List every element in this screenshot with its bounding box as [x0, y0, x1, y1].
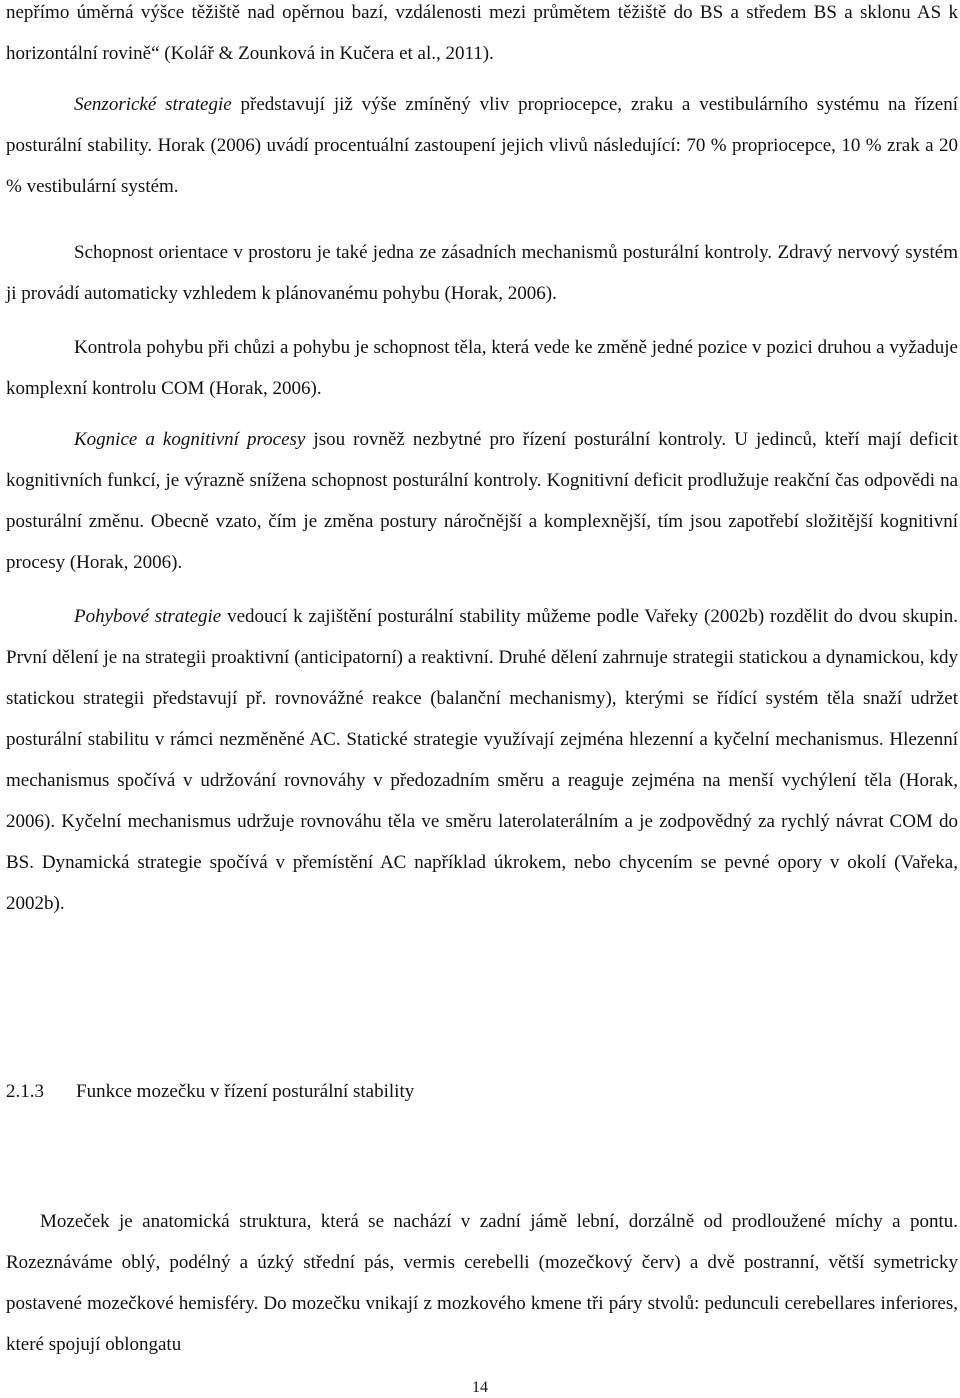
section-number: 2.1.3 — [6, 1081, 44, 1102]
paragraph-spatial-orientation — [6, 232, 958, 314]
paragraph-intro-continuation — [6, 0, 958, 74]
page-number: 14 — [472, 1379, 488, 1396]
paragraph-text: nepřímo úměrná výšce těžiště nad opěrnou bazí, vzdálenosti mezi průmětem těžiště do BS a středem BS a sklonu AS k horizontální rovině“ (Kolář & Zounková in Kučera et al., 2011). — [6, 2, 958, 64]
paragraph-text: Schopnost orientace v prostoru je také jedna ze zásadních mechanismů posturální kontroly. Zdravý nervový systém ji provádí automaticky vzhledem k plánovanému pohybu (Horak, 2006). — [6, 242, 958, 304]
paragraph-text: představují již výše zmíněný vliv propriocepce, zraku a vestibulárního systému na řízení posturální stability. Horak (2006) uvádí procentuální zastoupení jejich vlivů následující: 70 % propriocepce, 10 % zrak a 20 % vestibulární systém. — [6, 94, 959, 197]
italic-term: Kognice a kognitivní procesy — [74, 429, 306, 450]
paragraph-sensory-strategies — [6, 84, 958, 207]
section-title: Funkce mozečku v řízení posturální stability — [76, 1081, 415, 1102]
paragraph-cerebellum — [6, 1201, 958, 1365]
paragraph-text: Mozeček je anatomická struktura, která se nachází v zadní jámě lební, dorzálně od prodloužené míchy a pontu. Rozeznáváme oblý, podélný a úzký střední pás, vermis cerebelli (mozečkový červ) a dvě postranní, větší symetricky postavené mozečkové hemisféry. Do mozečku vnikají z mozkového kmene tři páry stvolů: pedunculi cerebellares inferiores, které spojují oblongatu — [6, 1211, 958, 1355]
paragraph-text: jsou rovněž nezbytné pro řízení posturální kontroly. U jedinců, kteří mají deficit kognitivních funkcí, je výrazně snížena schopnost posturální kontroly. Kognitivní deficit prodlužuje reakční čas odpovědi na posturální změnu. Obecně vzato, čím je změna postury náročnější a komplexnější, tím jsou zapotřebí složitější kognitivní procesy (Horak, 2006). — [6, 429, 958, 573]
italic-term: Senzorické strategie — [74, 94, 232, 115]
paragraph-movement-strategies — [6, 596, 958, 924]
paragraph-text: Kontrola pohybu při chůzi a pohybu je schopnost těla, která vede ke změně jedné pozice v pozici druhou a vyžaduje komplexní kontrolu COM (Horak, 2006). — [6, 337, 958, 399]
paragraph-text: vedoucí k zajištění posturální stability můžeme podle Vařeky (2002b) rozdělit do dvou skupin. První dělení je na strategii proaktivní (anticipatorní) a reaktivní. Druhé dělení zahrnuje strategii statickou a dynamickou, kdy statickou strategii představují př. rovnovážné reakce (balanční mechanismy), kterými se řídící systém těla snaží udržet posturální stabilitu v rámci nezměněné AC. Statické strategie využívají zejména hlezenní a kyčelní mechanismus. Hlezenní mechanismus spočívá v udržování rovnováhy v předozadním směru a reaguje zejména na menší vychýlení těla (Horak, 2006). Kyčelní mechanismus udržuje rovnováhu těla ve směru laterolaterálním a je zodpovědný za rychlý návrat COM do BS. Dynamická strategie spočívá v přemístění AC například úkrokem, nebo chycením se pevné opory v okolí (Vařeka, 2002b). — [6, 606, 958, 914]
italic-term: Pohybové strategie — [74, 606, 222, 627]
section-heading — [6, 1076, 906, 1108]
paragraph-movement-control — [6, 327, 958, 409]
paragraph-cognition — [6, 419, 958, 583]
